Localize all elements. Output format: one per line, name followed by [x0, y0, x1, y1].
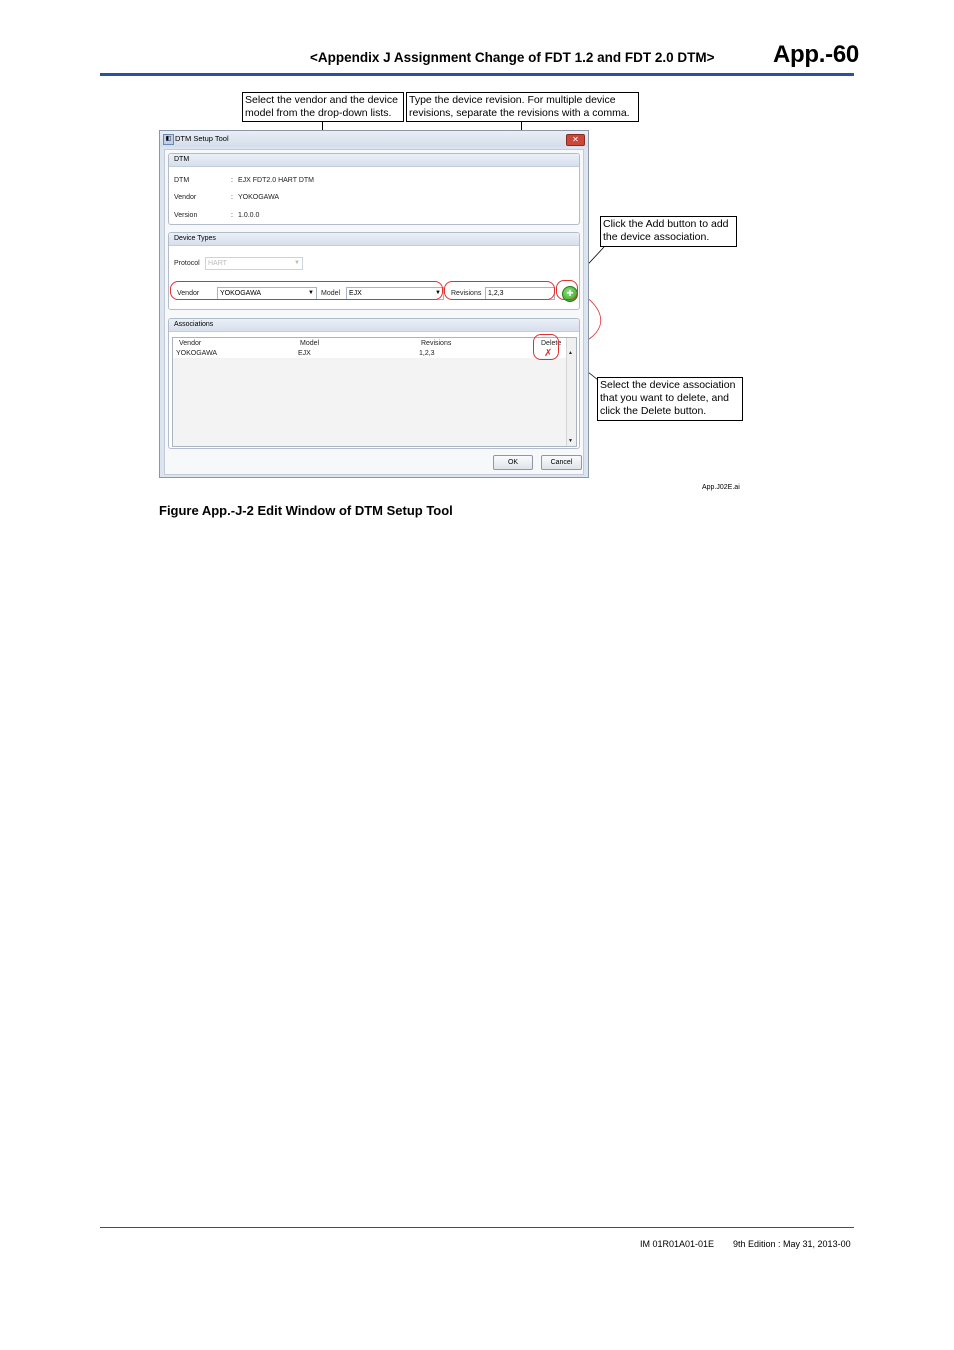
- chevron-down-icon: ▼: [294, 260, 300, 266]
- dtm-group: [168, 153, 580, 225]
- protocol-dropdown[interactable]: [205, 257, 303, 270]
- protocol-label: Protocol: [174, 260, 200, 267]
- colon: :: [231, 212, 233, 219]
- row-vendor: YOKOGAWA: [176, 350, 218, 357]
- column-vendor: Vendor: [179, 340, 202, 347]
- scroll-up-icon[interactable]: ▲: [568, 350, 573, 356]
- vendor-value: YOKOGAWA: [238, 194, 280, 201]
- row-model: EJX: [298, 350, 311, 357]
- dtm-group-header: DTM: [169, 154, 579, 167]
- highlight-delete: [533, 334, 562, 360]
- dtm-value: EJX FDT2.0 HART DTM: [238, 177, 314, 184]
- version-label: Version: [174, 212, 198, 219]
- page-number: App.-60: [773, 41, 859, 68]
- callout-line: Select the device association: [600, 379, 736, 391]
- highlight-add: [556, 280, 578, 300]
- doc-id: IM 01R01A01-01E: [640, 1239, 715, 1249]
- chevron-down-icon: ▼: [435, 290, 441, 296]
- window-titlebar: [160, 131, 588, 147]
- figure-caption: Figure App.-J-2 Edit Window of DTM Setup Tool: [159, 503, 453, 518]
- dtm-setup-window: [159, 130, 589, 478]
- callout-line: click the Delete button.: [600, 405, 707, 417]
- section-title: <Appendix J Assignment Change of FDT 1.2 and FDT 2.0 DTM>: [310, 50, 715, 65]
- cancel-button[interactable]: Cancel: [541, 455, 582, 470]
- callout-line: the device association.: [603, 231, 710, 243]
- vendor-label: Vendor: [174, 194, 197, 201]
- scroll-down-icon[interactable]: ▼: [568, 438, 573, 444]
- callout-vendor-model: [242, 92, 404, 122]
- revisions-label: Revisions: [451, 290, 482, 297]
- model-value: EJX: [349, 290, 362, 297]
- ok-button[interactable]: OK: [493, 455, 533, 470]
- colon: :: [231, 194, 233, 201]
- vendor-type-value: YOKOGAWA: [220, 290, 262, 297]
- callout-line: Select the vendor and the device: [245, 94, 398, 106]
- callout-revisions: [406, 92, 639, 122]
- revisions-input[interactable]: 1,2,3: [485, 287, 555, 300]
- edition: 9th Edition : May 31, 2013-00: [733, 1239, 851, 1249]
- version-value: 1.0.0.0: [238, 212, 260, 219]
- figure-file-id: App.J02E.ai: [702, 484, 740, 491]
- table-row[interactable]: [173, 349, 576, 358]
- app-icon: ◧: [163, 134, 174, 145]
- associations-header: Associations: [169, 319, 579, 332]
- callout-line: revisions, separate the revisions with a comma.: [409, 107, 630, 119]
- header-rule: [100, 73, 854, 76]
- window-title: DTM Setup Tool: [175, 134, 229, 143]
- callout-line: Click the Add button to add: [603, 218, 729, 230]
- protocol-value: HART: [208, 260, 227, 267]
- vertical-scrollbar[interactable]: [566, 338, 576, 446]
- highlight-vendor-model: [170, 281, 443, 300]
- add-icon[interactable]: +: [562, 286, 578, 302]
- device-types-header: Device Types: [169, 233, 579, 246]
- dtm-label: DTM: [174, 177, 190, 184]
- callout-line: model from the drop-down lists.: [245, 107, 392, 119]
- footer-rule: [100, 1227, 854, 1228]
- vendor-type-label: Vendor: [177, 290, 200, 297]
- callout-line: that you want to delete, and: [600, 392, 730, 404]
- associations-grid[interactable]: [172, 337, 577, 447]
- row-revisions: 1,2,3: [419, 350, 435, 357]
- callout-line: Type the device revision. For multiple device: [409, 94, 616, 106]
- delete-icon[interactable]: ✗: [544, 348, 553, 359]
- column-revisions: Revisions: [421, 340, 452, 347]
- column-delete: Delete: [541, 340, 562, 347]
- column-model: Model: [300, 340, 320, 347]
- model-label: Model: [321, 290, 341, 297]
- colon: :: [231, 177, 233, 184]
- close-icon[interactable]: ✕: [566, 134, 585, 146]
- window-client: [164, 149, 584, 475]
- highlight-revisions: [444, 281, 555, 300]
- associations-group: [168, 318, 580, 449]
- chevron-down-icon: ▼: [308, 290, 314, 296]
